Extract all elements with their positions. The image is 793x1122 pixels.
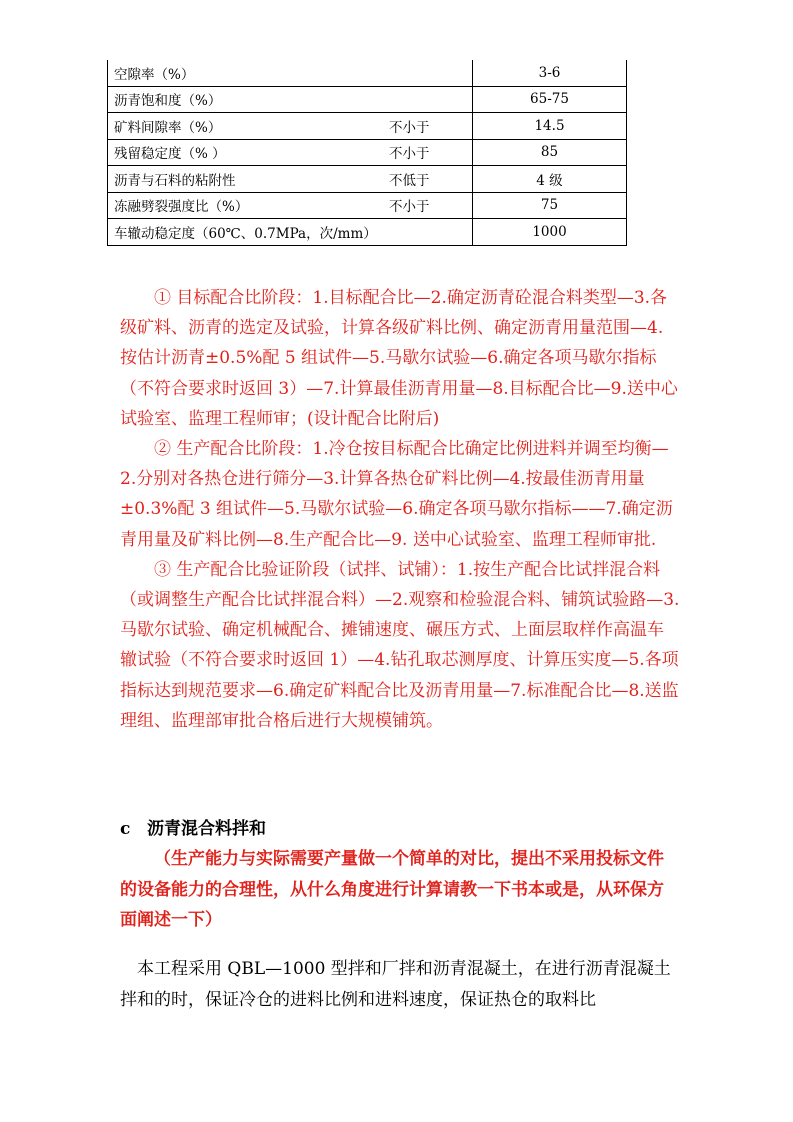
table-row xyxy=(108,139,627,166)
table-row xyxy=(108,86,627,113)
row-name: 车辙动稳定度（60℃、0.7MPa，次/mm） xyxy=(114,225,377,242)
editor-note-text: （生产能力与实际需要产量做一个简单的对比，提出不采用投标文件的设备能力的合理性，从什么角度进行计算请教一下书本或是，从环保方面阐述一下） xyxy=(120,849,664,930)
row-value: 1000 xyxy=(473,219,627,246)
section-title: 沥青混合料拌和 xyxy=(147,819,266,839)
row-value: 85 xyxy=(473,139,627,166)
table-row xyxy=(108,166,627,193)
row-value: 75 xyxy=(473,192,627,219)
table-row xyxy=(108,219,627,246)
row-name: 残留稳定度（% ） xyxy=(114,146,226,163)
row-condition: 不小于 xyxy=(389,119,430,136)
row-name: 沥青饱和度（%） xyxy=(114,93,222,110)
row-value: 4 级 xyxy=(473,166,627,193)
row-condition: 不小于 xyxy=(389,146,430,163)
row-condition: 不小于 xyxy=(389,199,430,216)
stage-target-mix: ① 目标配合比阶段：1.目标配合比—2.确定沥青砼混合料类型—3.各级矿料、沥青的选定及试验，计算各级矿料比例、确定沥青用量范围—4.按估计沥青±0.5%配 5 组试件—5.马歇尔试验—6.确定各项马歇尔指标（不符合要求时返回 3）—7.计算最佳沥青用量—8.目标配合比—9.送中心试验室、监理工程师审；(设计配合比附后) xyxy=(120,288,678,429)
spec-table-wrap xyxy=(107,60,627,246)
table-row xyxy=(108,192,627,219)
row-name-cell xyxy=(108,166,473,193)
row-name-cell xyxy=(108,60,473,86)
section-heading xyxy=(120,814,266,844)
row-name-cell xyxy=(108,86,473,113)
row-name: 空隙率（%） xyxy=(114,66,195,83)
stage-production-mix: ② 生产配合比阶段：1.冷仓按目标配合比确定比例进料并调至均衡—2.分别对各热仓进行筛分—3.计算各热仓矿料比例—4.按最佳沥青用量±0.3%配 3 组试件—5.马歇尔试验—6.确定各项马歇尔指标——7.确定沥青用量及矿料比例—8.生产配合比—9. 送中心试验室、监理工程师审批. xyxy=(120,439,673,550)
row-value: 65-75 xyxy=(473,86,627,113)
table-row xyxy=(108,60,627,86)
row-value: 3-6 xyxy=(473,60,627,86)
spec-table xyxy=(107,60,627,246)
row-name: 矿料间隙率（%） xyxy=(114,119,222,136)
row-name-cell xyxy=(108,113,473,140)
editor-note xyxy=(120,844,680,936)
row-name-cell xyxy=(108,192,473,219)
row-name-cell xyxy=(108,219,473,246)
body-paragraph xyxy=(120,954,680,1015)
body-text: 本工程采用 QBL—1000 型拌和厂拌和沥青混凝土，在进行沥青混凝土拌和的时，保证冷仓的进料比例和进料速度，保证热仓的取料比 xyxy=(120,959,671,1010)
row-name: 沥青与石料的粘附性 xyxy=(114,172,236,189)
mix-design-stages xyxy=(120,283,680,736)
row-name-cell xyxy=(108,139,473,166)
section-letter: c xyxy=(120,819,131,839)
row-condition: 不低于 xyxy=(389,172,430,189)
row-name: 冻融劈裂强度比（%） xyxy=(114,199,249,216)
stage-production-verification: ③ 生产配合比验证阶段（试拌、试铺）：1.按生产配合比试拌混合料（或调整生产配合比试拌混合料）—2.观察和检验混合料、铺筑试验路—3.马歇尔试验、确定机械配合、摊铺速度、碾压方式、上面层取样作高温车辙试验（不符合要求时返回 1）—4.钻孔取芯测厚度、计算压实度—5.各项指标达到规范要求—6.确定矿料配合比及沥青用量—7.标准配合比—8.送监理组、监理部审批合格后进行大规模铺筑。 xyxy=(120,559,680,731)
table-row xyxy=(108,113,627,140)
row-value: 14.5 xyxy=(473,113,627,140)
